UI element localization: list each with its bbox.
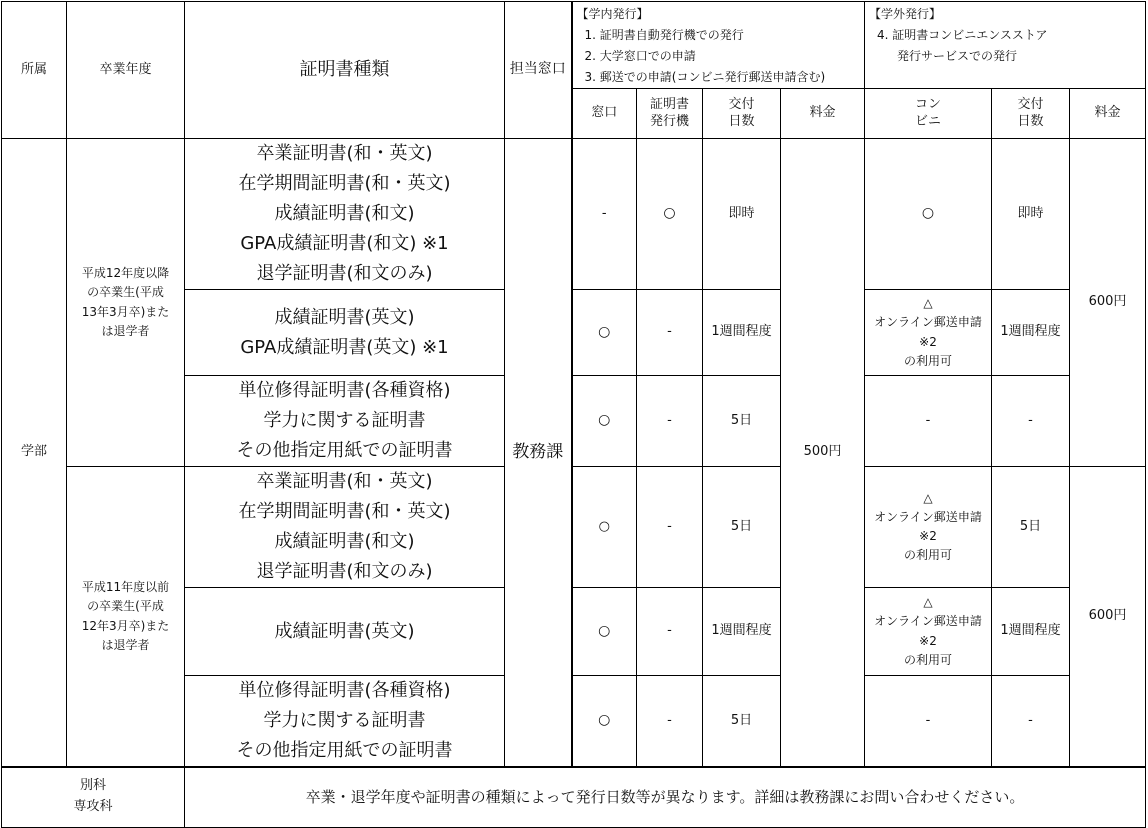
ext-days-value: 1週間程度 — [992, 588, 1070, 676]
affiliation-undergrad: 学部 — [2, 139, 67, 768]
header-cert-type: 証明書種類 — [185, 2, 505, 139]
footer-affiliation: 別科 専攻科 — [2, 767, 185, 827]
cert-list: 卒業証明書(和・英文) 在学期間証明書(和・英文) 成績証明書(和文) 退学証明書(和文のみ) — [185, 467, 505, 588]
days-value: 即時 — [703, 139, 781, 290]
internal-title: 【学内発行】 — [576, 7, 649, 21]
counter-value: ○ — [572, 588, 637, 676]
external-item-1: 4. 証明書コンビニエンスストア — [877, 28, 1048, 42]
header-office: 担当窓口 — [505, 2, 572, 139]
convenience-value: - — [865, 376, 992, 467]
ext-days-value: 5日 — [992, 467, 1070, 588]
days-value: 5日 — [703, 376, 781, 467]
external-issuance-note — [865, 2, 1146, 89]
cert-list: 成績証明書(英文) — [185, 588, 505, 676]
internal-issuance-note — [572, 2, 865, 89]
counter-value: ○ — [572, 467, 637, 588]
certificate-issuance-table — [1, 1, 1146, 828]
cert-list: 卒業証明書(和・英文) 在学期間証明書(和・英文) 成績証明書(和文) GPA成績証明書(和文) ※1 退学証明書(和文のみ) — [185, 139, 505, 290]
internal-item-2: 2. 大学窓口での申請 — [584, 49, 696, 63]
convenience-value: △ オンライン郵送申請 ※2 の利用可 — [865, 588, 992, 676]
footer-row — [2, 767, 1146, 827]
days-value: 1週間程度 — [703, 290, 781, 376]
footer-message: 卒業・退学年度や証明書の種類によって発行日数等が異なります。詳細は教務課にお問い合わせください。 — [185, 767, 1146, 827]
machine-value: - — [637, 588, 703, 676]
ext-fee-group-2: 600円 — [1070, 467, 1146, 768]
machine-value: - — [637, 290, 703, 376]
ext-days-value: - — [992, 376, 1070, 467]
external-item-2: 発行サービスでの発行 — [897, 49, 1018, 63]
counter-value: ○ — [572, 376, 637, 467]
internal-item-3: 3. 郵送での申請(コンビニ発行郵送申請含む) — [584, 70, 826, 84]
cert-list: 成績証明書(英文) GPA成績証明書(英文) ※1 — [185, 290, 505, 376]
internal-item-1: 1. 証明書自動発行機での発行 — [584, 28, 744, 42]
grad-year-group-2: 平成11年度以前 の卒業生(平成 12年3月卒)また は退学者 — [67, 467, 185, 768]
header-convenience: コン ビニ — [865, 89, 992, 139]
cert-list: 単位修得証明書(各種資格) 学力に関する証明書 その他指定用紙での証明書 — [185, 676, 505, 768]
header-ext-fee: 料金 — [1070, 89, 1146, 139]
machine-value: - — [637, 376, 703, 467]
convenience-value: ○ — [865, 139, 992, 290]
convenience-value: - — [865, 676, 992, 768]
table-row — [2, 139, 1146, 290]
days-value: 5日 — [703, 467, 781, 588]
counter-value: - — [572, 139, 637, 290]
machine-value: - — [637, 676, 703, 768]
ext-days-value: 即時 — [992, 139, 1070, 290]
days-value: 1週間程度 — [703, 588, 781, 676]
counter-value: ○ — [572, 676, 637, 768]
table-row — [2, 467, 1146, 588]
header-row-1 — [2, 2, 1146, 89]
convenience-value: △ オンライン郵送申請 ※2 の利用可 — [865, 290, 992, 376]
ext-days-value: 1週間程度 — [992, 290, 1070, 376]
grad-year-group-1: 平成12年度以降 の卒業生(平成 13年3月卒)また は退学者 — [67, 139, 185, 467]
machine-value: - — [637, 467, 703, 588]
header-ext-issue-days: 交付 日数 — [992, 89, 1070, 139]
external-title: 【学外発行】 — [869, 7, 942, 21]
header-fee: 料金 — [781, 89, 865, 139]
header-affiliation: 所属 — [2, 2, 67, 139]
counter-value: ○ — [572, 290, 637, 376]
days-value: 5日 — [703, 676, 781, 768]
machine-value: ○ — [637, 139, 703, 290]
header-machine: 証明書 発行機 — [637, 89, 703, 139]
ext-fee-group-1: 600円 — [1070, 139, 1146, 467]
ext-days-value: - — [992, 676, 1070, 768]
convenience-value: △ オンライン郵送申請 ※2 の利用可 — [865, 467, 992, 588]
cert-list: 単位修得証明書(各種資格) 学力に関する証明書 その他指定用紙での証明書 — [185, 376, 505, 467]
office-kyomuka: 教務課 — [505, 139, 572, 768]
internal-fee: 500円 — [781, 139, 865, 768]
header-grad-year: 卒業年度 — [67, 2, 185, 139]
header-issue-days: 交付 日数 — [703, 89, 781, 139]
header-counter: 窓口 — [572, 89, 637, 139]
